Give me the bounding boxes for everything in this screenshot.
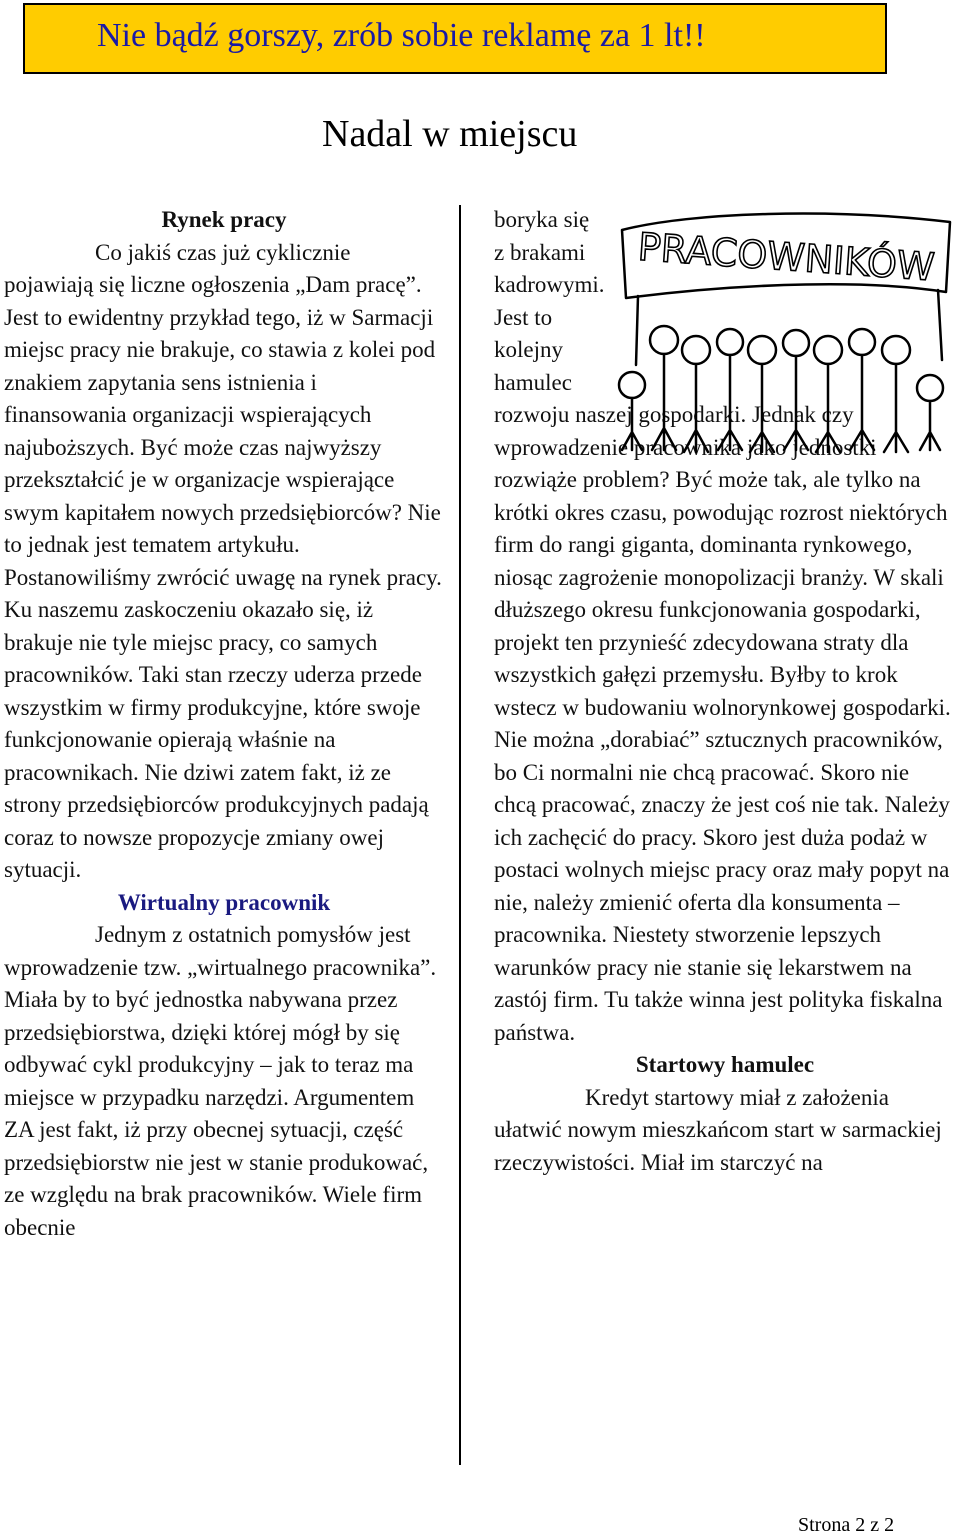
ad-banner-text: Nie bądź gorszy, zrób sobie reklamę za 1 lt!!: [97, 17, 706, 54]
section-heading-startowy-hamulec: Startowy hamulec: [635, 1052, 815, 1077]
left-column: [4, 204, 444, 1244]
section-heading-wirtualny-pracownik: Wirtualny pracownik: [117, 889, 331, 915]
drawing-banner-text: PRACOWNIKÓW: [636, 224, 936, 290]
section-paragraph-rynek-pracy: Co jakiś czas już cyklicznie pojawiają się liczne ogłoszenia „Dam pracę”. Jest to ewidentny przykład tego, iż w Sarmacji miejsc pracy nie brakuje, co stawia z kolei pod znakiem zapytania sens istnienia i finansowania organizacji wspierających najuboższych. Być może czas najwyższy przekształcić je w organizacje wspierające swym kapitałem nowych przedsiębiorców? Nie to jednak jest tematem artykułu. Postanowiliśmy zwrócić uwagę na rynek pracy. Ku naszemu zaskoczeniu okazało się, iż brakuje nie tyle miejsc pracy, co samych pracowników. Taki stan rzeczy uderza przede wszystkim w firmy produkcyjne, które swoje funkcjonowanie opierają właśnie na pracownikach. Nie dziwi zatem fakt, iż ze strony przedsiębiorców produkcyjnych padają coraz to nowsze propozycje zmiany owej sytuacji.: [4, 239, 442, 882]
column-divider: [459, 205, 461, 1465]
ad-banner: [23, 3, 887, 74]
section-paragraph-startowy-hamulec: Kredyt startowy miał z założenia ułatwić nowym mieszkańcom start w sarmackiej rzeczywistości. Miał im starczyć na: [494, 1084, 942, 1175]
workers-protest-drawing: [612, 200, 958, 462]
narrow-text-beside-drawing: boryka się z brakami kadrowymi. Jest to kolejny hamulec: [494, 207, 605, 395]
page-number: Strona 2 z 2: [798, 1514, 895, 1536]
section-paragraph-wirtualny-pracownik: Jednym z ostatnich pomysłów jest wprowadzenie tzw. „wirtualnego pracownika”. Miała by to być jednostka nabywana przez przedsiębiorstwa, dzięki której mógł by się odbywać cykl produkcyjny – jak to teraz ma miejsce w przypadku narzędzi. Argumentem ZA jest fakt, iż przy obecnej sytuacji, część przedsiębiorstw nie jest w stanie produkować, ze względu na brak pracowników. Wiele firm obecnie: [4, 922, 437, 1240]
article-title: Nadal w miejscu: [322, 113, 578, 155]
section-heading-rynek-pracy: Rynek pracy: [161, 207, 287, 232]
right-paragraph: rozwoju naszej gospodarki. Jednak czy wprowadzenie pracownika jako jednostki rozwiąże problem? Być może tak, ale tylko na krótki okres czasu, powodując rozrost niektórych firm do rangi giganta, dominanta rynkowego, niosąc zagrożenie monopolizacji branży. W skali dłuższego okresu funkcjonowania gospodarki, projekt ten przynieść zdecydowana straty dla wszystkich gałęzi przemysłu. Byłby to krok wstecz w budowaniu wolnorynkowej gospodarki. Nie można „dorabiać” sztucznych pracowników, bo Ci normalni nie chcą pracować. Skoro nie chcą pracować, znaczy że jest coś nie tak. Należy ich zachęcić do pracy. Skoro jest duża podaż w postaci wolnych miejsc pracy oraz mały popyt na nie, należy zmienić oferta dla konsumenta – pracownika. Niestety stworzenie lepszych warunków pracy nie stanie się lekarstwem na zastój firm. Tu także winna jest polityka fiskalna państwa.: [494, 402, 951, 1045]
